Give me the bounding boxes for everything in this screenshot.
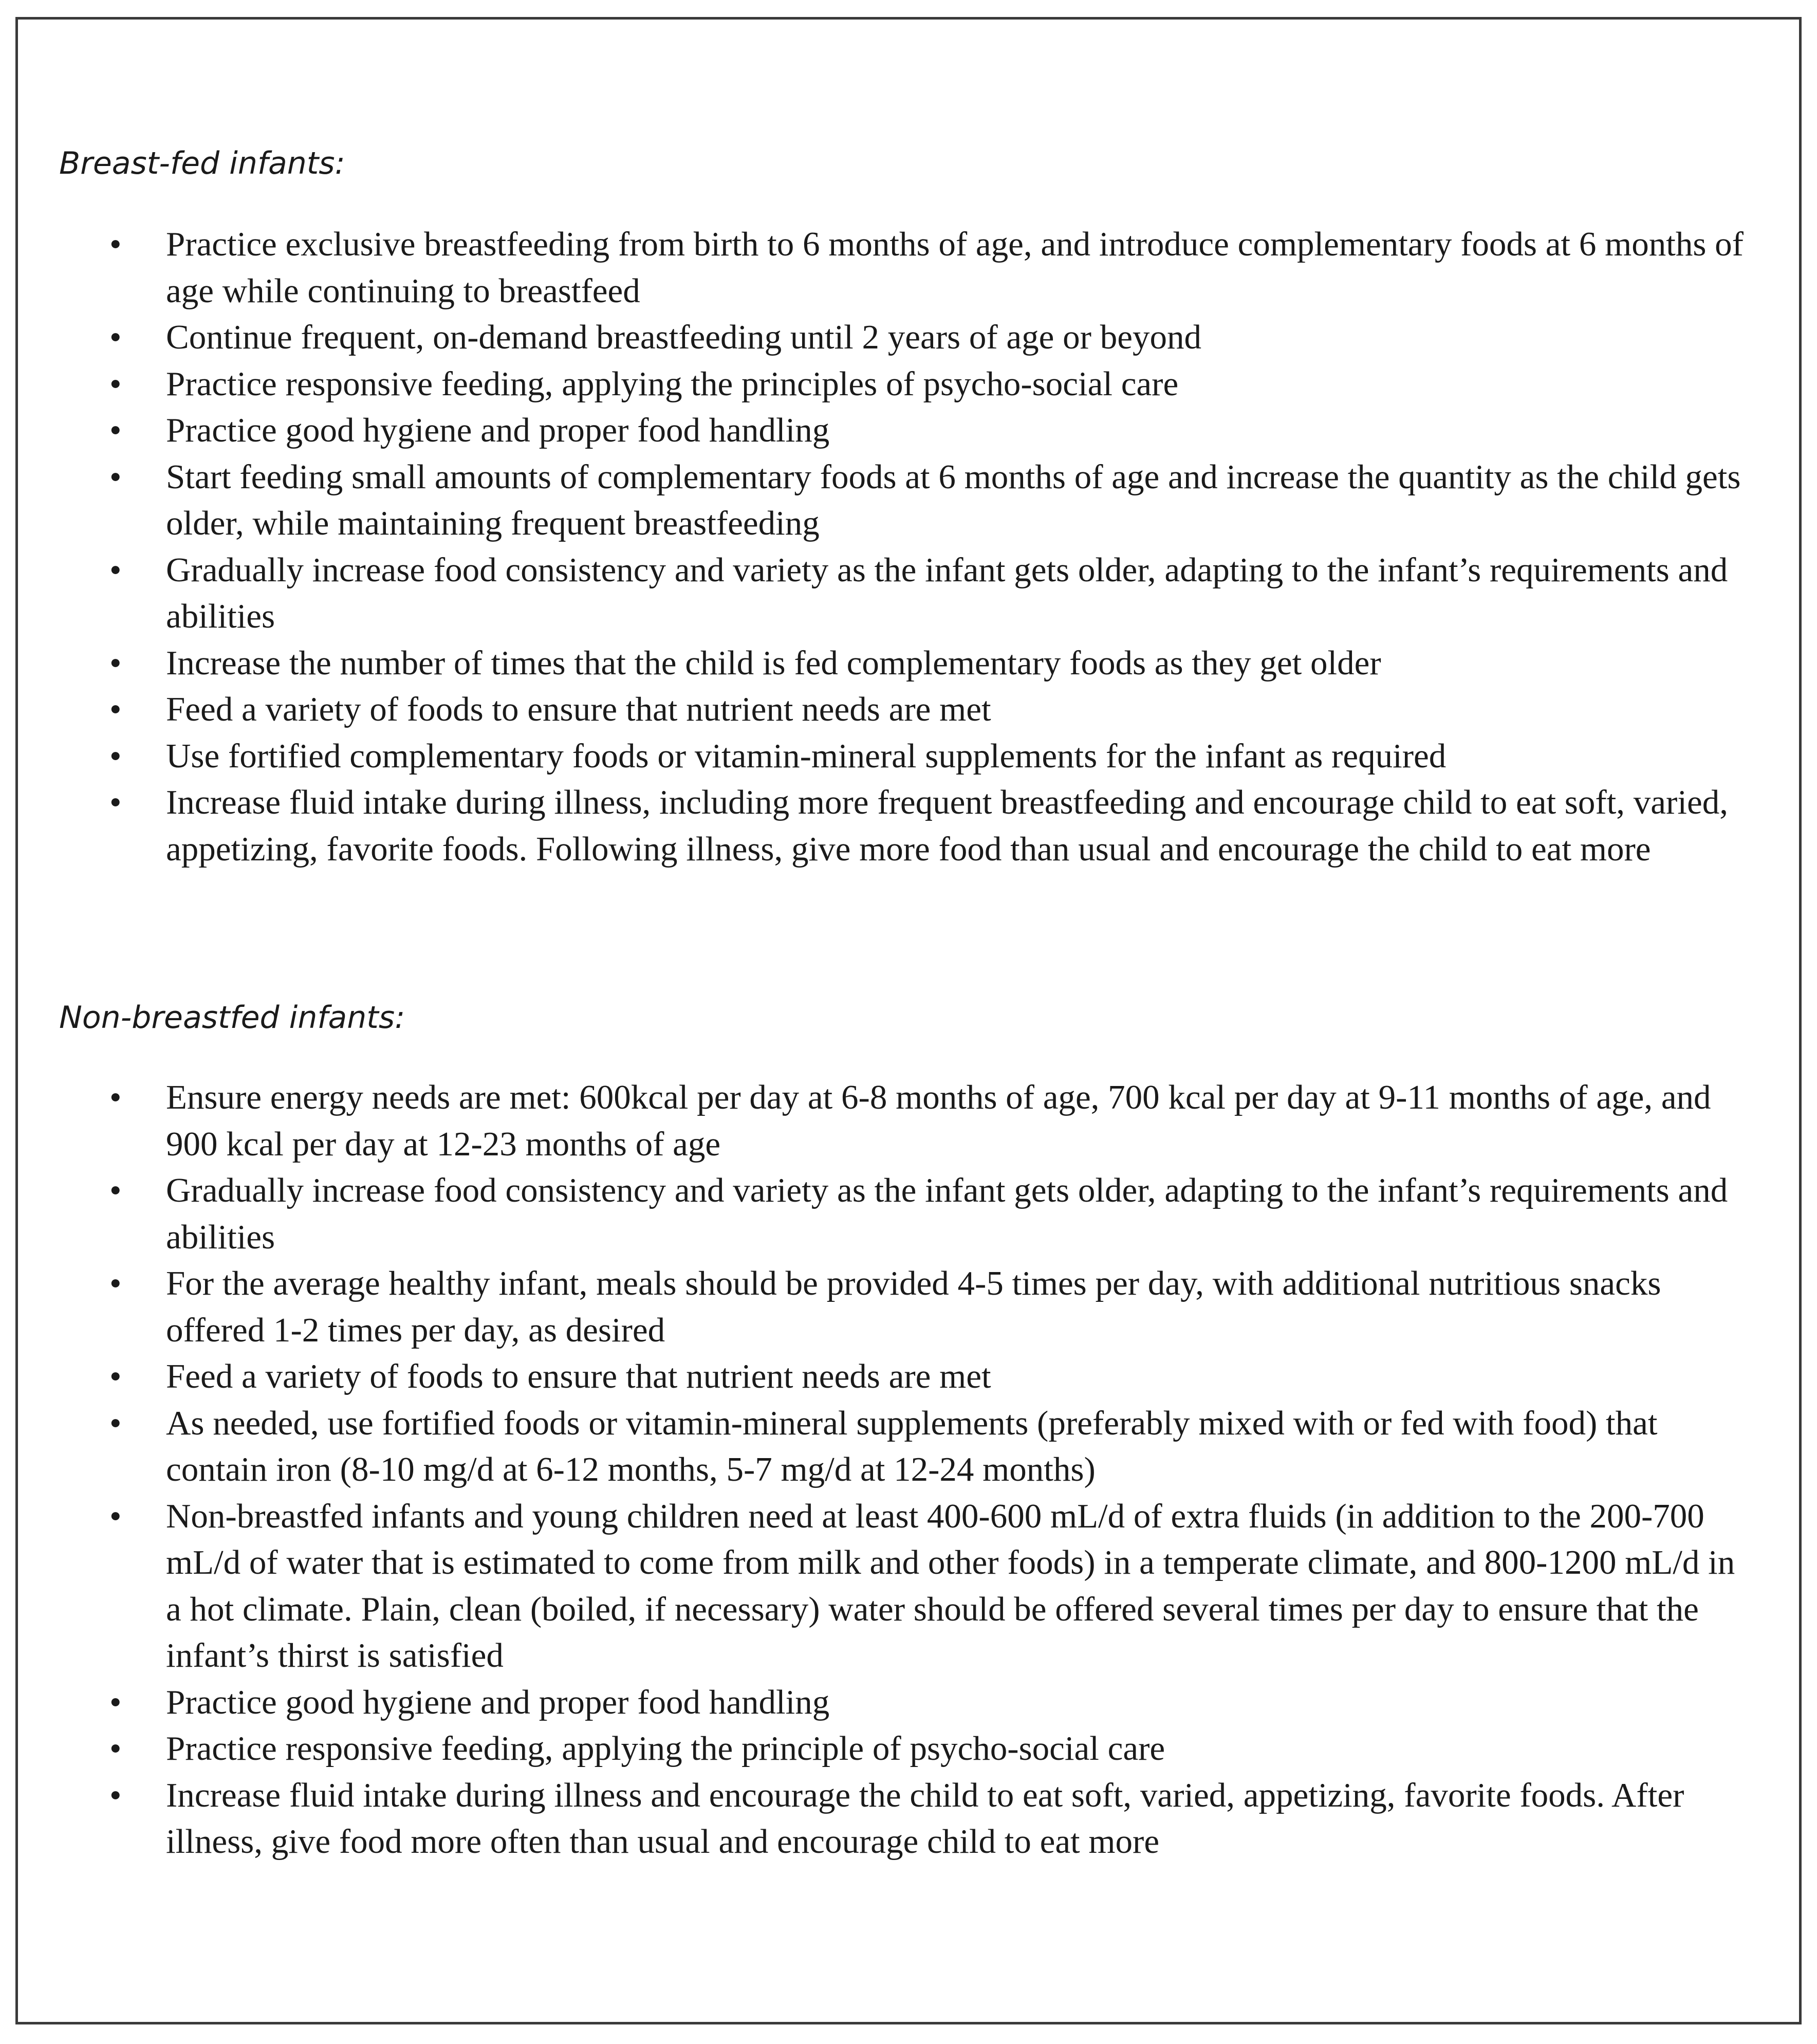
list-item-text: Practice responsive feeding, applying the principles of psycho-social care [166, 364, 1179, 403]
bullet-icon: • [109, 225, 122, 263]
list-item-text: As needed, use fortified foods or vitamin-mineral supplements (preferably mixed with or fed with food) that contain iron (8-10 mg/d at 6-12 months, 5-7 mg/d at 12-24 months) [166, 1404, 1658, 1488]
bullet-icon: • [109, 1683, 122, 1721]
list-item [18, 547, 1804, 640]
list-item-text: Practice good hygiene and proper food handling [166, 1683, 830, 1721]
list-item [18, 361, 1804, 408]
list-item [18, 640, 1804, 687]
list-item-text: Continue frequent, on-demand breastfeeding until 2 years of age or beyond [166, 318, 1201, 356]
bullet-icon: • [109, 411, 122, 449]
list-item [18, 686, 1804, 733]
list-item-text: Gradually increase food consistency and variety as the infant gets older, adapting to the infant’s requirements and abilities [166, 550, 1728, 635]
list-item-text: Increase fluid intake during illness, including more frequent breastfeeding and encourage child to eat soft, varied, appetizing, favorite foods. Following illness, give more food than usual and encourage the child to eat more [166, 783, 1728, 868]
list-item [18, 1725, 1804, 1772]
list-item [18, 314, 1804, 361]
list-item-text: Feed a variety of foods to ensure that nutrient needs are met [166, 690, 991, 728]
list-item [18, 733, 1804, 780]
list-item [18, 1167, 1804, 1260]
list-item-text: Increase fluid intake during illness and encourage the child to eat soft, varied, appetizing, favorite foods. After illness, give food more often than usual and encourage child to eat more [166, 1776, 1684, 1861]
bullet-icon: • [109, 1078, 122, 1116]
bullet-icon: • [109, 1404, 122, 1442]
document-frame [15, 17, 1802, 2024]
list-item-text: Increase the number of times that the child is fed complementary foods as they get older [166, 643, 1381, 682]
list-item [18, 1074, 1804, 1167]
bullet-icon: • [109, 550, 122, 589]
list-item-text: Use fortified complementary foods or vitamin-mineral supplements for the infant as required [166, 736, 1447, 775]
bullet-icon: • [109, 1171, 122, 1209]
list-item-text: Ensure energy needs are met: 600kcal per day at 6-8 months of age, 700 kcal per day at 9-11 months of age, and 900 kcal per day at 12-23 months of age [166, 1078, 1711, 1163]
list-item-text: Start feeding small amounts of complementary foods at 6 months of age and increase the quantity as the child gets older, while maintaining frequent breastfeeding [166, 457, 1741, 542]
bullet-icon: • [109, 1264, 122, 1302]
list-item [18, 454, 1804, 547]
list-item [18, 1260, 1804, 1353]
breastfed-guidelines-list [18, 221, 1804, 872]
list-item-text: Practice responsive feeding, applying the principle of psycho-social care [166, 1729, 1165, 1767]
list-item-text: Gradually increase food consistency and variety as the infant gets older, adapting to the infant’s requirements and abilities [166, 1171, 1728, 1256]
list-item [18, 407, 1804, 454]
section-heading-nonbreastfed: Non-breastfed infants: [59, 1000, 405, 1036]
list-item-text: For the average healthy infant, meals should be provided 4-5 times per day, with additional nutritious snacks offered 1-2 times per day, as desired [166, 1264, 1661, 1349]
bullet-icon: • [109, 1357, 122, 1395]
list-item [18, 1400, 1804, 1493]
section-heading-breastfed: Breast-fed infants: [59, 145, 345, 181]
bullet-icon: • [109, 643, 122, 682]
bullet-icon: • [109, 736, 122, 775]
list-item [18, 1772, 1804, 1865]
bullet-icon: • [109, 1729, 122, 1767]
list-item-text: Practice good hygiene and proper food handling [166, 411, 830, 449]
nonbreastfed-guidelines-list [18, 1074, 1804, 1865]
list-item [18, 1679, 1804, 1726]
bullet-icon: • [109, 364, 122, 403]
list-item [18, 1353, 1804, 1400]
list-item-text: Practice exclusive breastfeeding from birth to 6 months of age, and introduce complementary foods at 6 months of age while continuing to breastfeed [166, 225, 1744, 310]
list-item [18, 779, 1804, 872]
bullet-icon: • [109, 690, 122, 728]
bullet-icon: • [109, 1497, 122, 1535]
list-item-text: Non-breastfed infants and young children need at least 400-600 mL/d of extra fluids (in addition to the 200-700 mL/d of water that is estimated to come from milk and other foods) in a temperate climate, and 800-1200 mL/d in a hot climate. Plain, clean (boiled, if necessary) water should be offered several times per day to ensure that the infant’s thirst is satisfied [166, 1497, 1735, 1674]
list-item [18, 1493, 1804, 1679]
list-item [18, 221, 1804, 314]
bullet-icon: • [109, 1776, 122, 1814]
bullet-icon: • [109, 318, 122, 356]
bullet-icon: • [109, 457, 122, 496]
bullet-icon: • [109, 783, 122, 821]
list-item-text: Feed a variety of foods to ensure that nutrient needs are met [166, 1357, 991, 1395]
